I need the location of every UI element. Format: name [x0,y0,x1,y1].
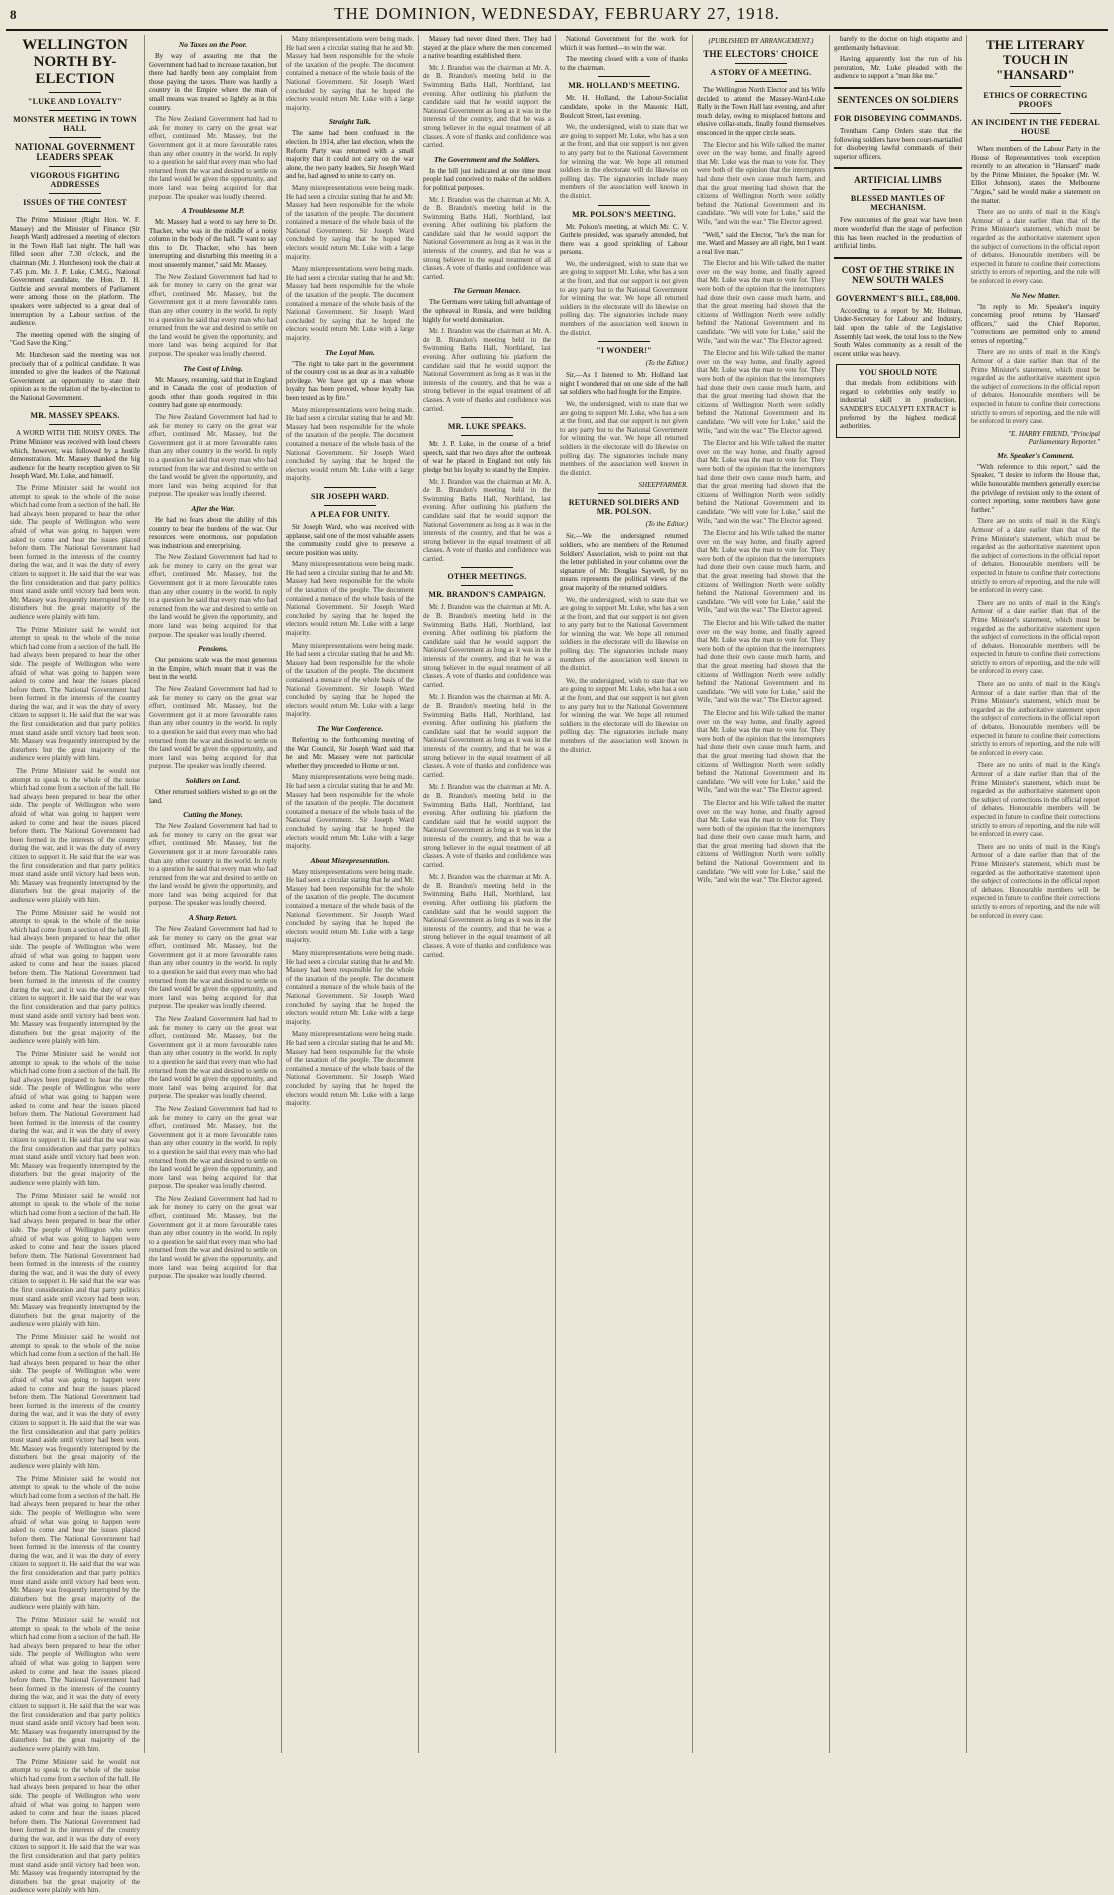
divider [49,166,101,167]
article-body-text: There are no units of mail in the King's Armour of a date earlier than that of the Prime Minister's statement, which must be regarded as the authoritative statement upon the subject of corrections in the official report of debates. Honourable members will be expected in future to confine their corrections strictly to errors of reporting, and the rule will be enforced in every case. [971,348,1100,426]
article-paragraph: Referring to the forthcoming meeting of the War Council, Sir Joseph Ward said that he and Mr. Massey were not particular whether they proceeded to Home or not. [286,735,414,770]
subhead: ETHICS OF CORRECTING PROOFS [983,91,1088,109]
subhead: MONSTER MEETING IN TOWN HALL [13,115,137,133]
section-heading: ARTIFICIAL LIMBS [854,175,942,186]
article-body-text: The Elector and his Wife talked the matter over on the way home, and finally agreed that Mr. Luke was the man to vote for. They were both of the opinion that the interrupters had done their own cause much harm, and that the great meeting had shown that the citizens of Wellington North were solidly behind the National Government and its candidate. "We will vote for Luke," said the Wife, "and win the war." The Elector agreed. [697,259,825,345]
divider [598,341,649,342]
article-body-text: The New Zealand Government had had to ask for money to carry on the great war effort, continued Mr. Massey, but the Government got it at more favourable rates than any other country in the world. In reply to a question he said that every man who had returned from the war and desired to settle on the land would be given the opportunity, and more land was being acquired for that purpose. The speaker was loudly cheered. [149,1194,277,1281]
article-body-text: There are no units of mail in the King's Armour of a date earlier than that of the Prime Minister's statement, which must be regarded as the authoritative statement upon the subject of corrections in the official report of debates. Honourable members will be expected in future to confine their corrections strictly to errors of reporting, and the rule will be enforced in every case. [971,598,1100,676]
article-body-text: Many misrepresentations were being made. He had seen a circular stating that he and Mr. Massey had been responsible for the whole of the taxation of the people. The document contained a menace of the whole basis of the National Government. Sir Joseph Ward concluded by saying that he hoped the electors would return Mr. Luke with a large majority. [286,867,414,945]
divider [834,87,962,89]
article-paragraph: Few outcomes of the great war have been more wonderful than the stage of perfection this has been reached in the production of artificial limbs. [834,216,962,251]
section-heading: No Taxes on the Poor. [178,40,248,49]
article-body-text: The Elector and his Wife talked the matter over on the way home, and finally agreed that Mr. Luke was the man to vote for. They were both of the opinion that the interrupters had done their own cause much harm, and that the great meeting had shown that the citizens of Wellington North were solidly behind the National Government and its candidate. "We will vote for Luke," said the Wife, "and win the war." The Elector agreed. [697,619,825,705]
section-heading: MR. LUKE SPEAKS. [447,422,527,432]
article-paragraph: The Wellington North Elector and his Wife decided to attend the Massey-Ward-Luke Rally in the Town Hall last evening, and after much delay, owing to misplaced buttons and elusive collar-studs, finally found themselves ensconced in the upper circle seats. [697,86,825,137]
column-2 [145,35,282,1753]
divider [735,63,786,64]
article-paragraph: Other returned soldiers wished to go on the land. [149,787,277,805]
divider [872,289,923,290]
article-body-text: The Prime Minister said he would not attempt to speak to the whole of the noise which had come from a section of the hall. He had always been prepared to hear the other side. The people of Wellington who were afraid of what was going to happen were asked to come and hear the issues placed before them. The National Government had been formed in the interests of the country during the war, and it was the duty of every citizen to support it. He said that the war was the first consideration and that party politics must stand aside until victory had been won. Mr. Massey was frequently interrupted by the disturbers but the great majority of the audience were plainly with him. [10,484,140,621]
article-paragraph: "Well," said the Elector, "he's the man for me. Ward and Massey are all right, but I want a real live man." [697,230,825,256]
article-body-text: There are no units of mail in the King's Armour of a date earlier than that of the Prime Minister's statement, which must be regarded as the authoritative statement upon the subject of corrections in the official report of debates. Honourable members will be expected in future to confine their corrections strictly to errors of reporting, and the rule will be enforced in every case. [971,680,1100,757]
article-paragraph: Our pensions scale was the most generous in the Empire, which meant that it was the best in the world. [149,656,277,682]
article-body-text: Mr. J. Brandon was the chairman at Mr. A. de B. Brandon's meeting held in the Swimming Baths Hall, Northland, last evening. After outlining his platform the candidate said that he would support the National Government as long as it was in the interests of the country, and that he was a strong believer in the equal treatment of all classes. A vote of thanks and confidence was carried. [423,873,551,959]
divider [872,189,923,190]
article-body-text: We, the undersigned, wish to state that we are going to support Mr. Luke, who has a son at the front, and that our support is not given to any party but to the National Government for winning the war. We hope all returned soldiers in the electorate will do likewise on polling day. The signatories include many members of the association well known in the district. [560,259,688,337]
divider [598,493,649,494]
column-1 [6,35,145,1895]
article-body-text: Mr. J. Brandon was the chairman at Mr. A. de B. Brandon's meeting held in the Swimming Baths Hall, Northland, last evening. After outlining his platform the candidate said that he would support the National Government as long as it was in the interests of the country, and that he was a strong believer in the equal treatment of all classes. A vote of thanks and confidence was carried. [423,603,551,689]
section-heading: COST OF THE STRIKE IN NEW SOUTH WALES [841,264,955,285]
section-heading: No New Matter. [1011,290,1060,300]
section-heading: MR. MASSEY SPEAKS. [30,411,120,421]
section-heading: The German Menace. [453,286,521,296]
article-body-text: The Prime Minister said he would not attempt to speak to the whole of the noise which had come from a section of the hall. He had always been prepared to hear the other side. The people of Wellington who were afraid of what was going to happen were asked to come and hear the issues placed before them. The National Government had been formed in the interests of the country during the war, and it was the duty of every citizen to support it. He said that the war was the first consideration and that party politics must stand aside until victory had been won. Mr. Massey was frequently interrupted by the disturbers but the great majority of the audience were plainly with him. [10,1050,140,1187]
article-body-text: The New Zealand Government had had to ask for money to carry on the great war effort, continued Mr. Massey, but the Government got it at more favourable rates than any other country in the world. In reply to a question he said that every man who had returned from the war and desired to settle on the land would be given the opportunity, and more land was being acquired for that purpose. The speaker was loudly cheered. [149,553,277,639]
article-body-text: The New Zealand Government had had to ask for money to carry on the great war effort, continued Mr. Massey, but the Government got it at more favourable rates than any other country in the world. In reply to a question he said that every man who had returned from the war and desired to settle on the land would be given the opportunity, and more land was being acquired for that purpose. The speaker was loudly cheered. [149,1015,277,1101]
ad-heading: YOU SHOULD NOTE [858,368,938,378]
article-paragraph: Mr. H. Holland, the Labour-Socialist candidate, spoke in the Masonic Hall, Boulcott Street, last evening. [560,94,688,120]
article-body-text: Many misrepresentations were being made. He had seen a circular stating that he and Mr. Massey had been responsible for the whole of the taxation of the people. The document contained a menace of the whole basis of the National Government. Sir Joseph Ward concluded by saying that he hoped the electors would return Mr. Luke with a large majority. [286,35,414,112]
article-body-text: Many misrepresentations were being made. He had seen a circular stating that he and Mr. Massey had been responsible for the whole of the taxation of the people. The document contained a menace of the whole basis of the National Government. Sir Joseph Ward concluded by saying that he hoped the electors would return Mr. Luke with a large majority. [286,641,414,719]
subhead: A STORY OF A MEETING. [710,68,812,77]
article-paragraph: Having apparently lost the run of his peroration, Mr. Luke pleaded with the audience to support a "man like me." [834,55,962,81]
article-paragraph: When members of the Labour Party in the House of Representatives took exception recently to an alteration in "Hansard" made by the Prime Minister, the Speaker (Mr. W. Elliot Johnson), states the Melbourne "Argus," said he would make a statement on the matter. [971,145,1100,205]
divider [598,76,649,77]
article-header-note: (PUBLISHED BY ARRANGEMENT.) [708,37,814,45]
article-body-text: There are no units of mail in the King's Armour of a date earlier than that of the Prime Minister's statement, which must be regarded as the authoritative statement upon the subject of corrections in the official report of debates. Honourable members will be expected in future to confine their corrections strictly to errors of reporting, and the rule will be enforced in every case. [971,761,1100,839]
article-body-text: The New Zealand Government had had to ask for money to carry on the great war effort, continued Mr. Massey, but the Government got it at more favourable rates than any other country in the world. In reply to a question he said that every man who had returned from the war and desired to settle on the land would be given the opportunity, and more land was being acquired for that purpose. The speaker was loudly cheered. [149,822,277,908]
subhead: FOR DISOBEYING COMMANDS. [834,113,962,123]
section-heading: Straight Talk. [328,117,372,127]
article-body-text: We, the undersigned, wish to state that we are going to support Mr. Luke, who has a son at the front, and that our support is not given to any party but to the National Government for winning the war. We hope all returned soldiers in the electorate will do likewise on polling day. The signatories include many members of the association well known in the district. [560,123,688,200]
section-heading: RETURNED SOLDIERS AND MR. POLSON. [568,498,680,517]
section-heading: Cutting the Money. [183,810,243,820]
divider [49,193,101,194]
article-body-text: The New Zealand Government had had to ask for money to carry on the great war effort, continued Mr. Massey, but the Government got it at more favourable rates than any other country in the world. In reply to a question he said that every man who had returned from the war and desired to settle on the land would be given the opportunity, and more land was being acquired for that purpose. The speaker was loudly cheered. [149,412,277,499]
article-body-text: There are no units of mail in the King's Armour of a date earlier than that of the Prime Minister's statement, which must be regarded as the authoritative statement upon the subject of corrections in the official report of debates. Honourable members will be expected in future to confine their corrections strictly to errors of reporting, and the rule will be enforced in every case. [971,842,1100,920]
section-heading: Mr. Speaker's Comment. [997,450,1074,460]
section-heading: The Loyal Man. [325,347,375,357]
divider [49,406,101,407]
section-heading: MR. HOLLAND'S MEETING. [568,81,680,91]
article-body-text: Mr. J. Brandon was the chairman at Mr. A. de B. Brandon's meeting held in the Swimming Baths Hall, Northland, last evening. After outlining his platform the candidate said that he would support the National Government as long as it was in the interests of the country, and that he was a strong believer in the equal treatment of all classes. A vote of thanks and confidence was carried. [423,477,551,563]
article-paragraph: He had no fears about the ability of this country to bear the burdens of the war. Our resources were enormous, our population was industrious and enterprising. [149,515,277,550]
article-body-text: We, the undersigned, wish to state that we are going to support Mr. Luke, who has a son at the front, and that our support is not given to any party but to the National Government for winning the war. We hope all returned soldiers in the electorate will do likewise on polling day. The signatories include many members of the association well known in the district. [560,595,688,673]
newspaper-title: THE DOMINION, WEDNESDAY, FEBRUARY 27, 1918. [334,4,780,23]
divider [872,109,923,110]
subhead: AN INCIDENT IN THE FEDERAL HOUSE [971,118,1100,136]
article-paragraph: The Prime Minister (Right Hon. W. F. Massey) and the Minister of Finance (Sir Joseph Ward) addressed a meeting of electors in the Town Hall last night. The hall was filled soon after 7.30 o'clock, and the chairman (Mr. J. Hutcheson) took the chair at 7.45 p.m. Mr. J. P. Luke, C.M.G., National Government candidate, the Hon. D. H. Guthrie and several members of Parliament were among those on the platform. The speakers were subjected to a great deal of interruption by a Labour section of the audience. [10,216,140,328]
article-paragraph: Mr. Massey, resuming, said that in England and in Canada the cost of production of goods other than goods required in this country had gone up enormously. [149,375,277,410]
column-4 [419,35,556,1753]
article-paragraph: Mr. Hutcheson said the meeting was not precisely that of a political candidate. It was intended to give the leaders of the National Government an opportunity to state their opinion as to the relation of the by-election to the National Government. [10,350,140,402]
article-paragraph: "With reference to this report," said the Speaker, "I desire to inform the House that, while honourable members generally exercise the privilege of revision only to the extent of correct reporting, some members have gone further." [971,462,1100,514]
article-body-text: The Prime Minister said he would not attempt to speak to the whole of the noise which had come from a section of the hall. He had always been prepared to hear the other side. The people of Wellington who were afraid of what was going to happen were asked to come and hear the issues placed before them. The National Government had been formed in the interests of the country during the war, and it was the duty of every citizen to support it. He said that the war was the first consideration and that party politics must stand aside until victory had been won. Mr. Massey was frequently interrupted by the disturbers but the great majority of the audience were plainly with him. [10,1333,140,1470]
article-paragraph: "The right to take part in the government of the country cost us as dear as in a valuable privilege. We have got up a man whose loyalty has been proved, whose loyalty has been tested as by fire." [286,359,414,402]
article-body-text: Many misrepresentations were being made. He had seen a circular stating that he and Mr. Massey had been responsible for the whole of the taxation of the people. The document contained a menace of the whole basis of the National Government. Sir Joseph Ward concluded by saying that he hoped the electors would return Mr. Luke with a large majority. [286,949,414,1026]
subhead: A PLEA FOR UNITY. [310,509,390,519]
column-8 [967,35,1104,1753]
advertisement [836,364,960,438]
divider [461,567,512,568]
article-body-text: There are no units of mail in the King's Armour of a date earlier than that of the Prime Minister's statement, which must be regarded as the authoritative statement upon the subject of corrections in the official report of debates. Honourable members will be expected in future to confine their corrections strictly to errors of reporting, and the rule will be enforced in every case. [971,517,1100,595]
section-heading: OTHER MEETINGS. [447,572,527,582]
column-6 [693,35,830,1753]
section-heading: The Cost of Living. [183,363,243,373]
article-body-text: The New Zealand Government had had to ask for money to carry on the great war effort, continued Mr. Massey, but the Government got it at more favourable rates than any other country in the world. In reply to a question he said that every man who had returned from the war and desired to settle on the land would be given the opportunity, and more land was being acquired for that purpose. The speaker was loudly cheered. [149,685,277,771]
article-body-text: The Prime Minister said he would not attempt to speak to the whole of the noise which had come from a section of the hall. He had always been prepared to hear the other side. The people of Wellington who were afraid of what was going to happen were asked to come and hear the issues placed before them. The National Government had been formed in the interests of the country during the war, and it was the duty of every citizen to support it. He said that the war was the first consideration and that party politics must stand aside until victory had been won. Mr. Massey was frequently interrupted by the disturbers but the great majority of the audience were plainly with him. [10,767,140,904]
subhead: BLESSED MANTLES OF MECHANISM. [850,194,946,213]
divider [834,167,962,169]
article-body-text: Mr. J. Brandon was the chairman at Mr. A. de B. Brandon's meeting held in the Swimming Baths Hall, Northland, last evening. After outlining his platform the candidate said that he would support the National Government as long as it was in the interests of the country, and that he was a strong believer in the equal treatment of all classes. A vote of thanks and confidence was carried. [423,783,551,869]
page-number: 8 [10,7,17,22]
divider [598,205,649,206]
section-heading: SENTENCES ON SOLDIERS [837,94,959,105]
article-body-text: We, the undersigned, wish to state that we are going to support Mr. Luke, who has a son at the front, and that our support is not given to any party but to the National Government for winning the war. We hope all returned soldiers in the electorate will do likewise on polling day. The signatories include many members of the association well known in the district. [560,400,688,477]
headline-electors-choice: THE ELECTORS' CHOICE [703,49,819,59]
article-paragraph: By way of assuring me that the Government had had to increase taxation, but there had hardly been any complaint from those paying the taxes. There was hardly a country in the Empire where the man of small means was treated so lightly as in this country. [149,52,277,112]
section-heading: A Sharp Retort. [188,913,238,923]
article-body-text: Many misrepresentations were being made. He had seen a circular stating that he and Mr. Massey had been responsible for the whole of the taxation of the people. The document contained a menace of the whole basis of the National Government. Sir Joseph Ward concluded by saying that he hoped the electors would return Mr. Luke with a large majority. [286,265,414,342]
article-body-text: The Prime Minister said he would not attempt to speak to the whole of the noise which had come from a section of the hall. He had always been prepared to hear the other side. The people of Wellington who were afraid of what was going to happen were asked to come and hear the issues placed before them. The National Government had been formed in the interests of the country during the war, and it was the duty of every citizen to support it. He said that the war was the first consideration and that party politics must stand aside until victory had been won. Mr. Massey was frequently interrupted by the disturbers but the great majority of the audience were plainly with him. [10,1757,140,1895]
article-paragraph: "In reply to Mr. Speaker's inquiry concerning proof returns by 'Hansard' officers," said the Chief Reporter, "corrections are permitted only to amend errors of reporting." [971,302,1100,345]
article-body-text: Mr. J. Brandon was the chairman at Mr. A. de B. Brandon's meeting held in the Swimming Baths Hall, Northland, last evening. After outlining his platform the candidate said that he would support the National Government as long as it was in the interests of the country, and that he was a strong believer in the equal treatment of all classes. A vote of thanks and confidence was carried. [423,195,551,281]
divider [461,417,512,418]
headline-by-election: WELLINGTON NORTH BY-ELECTION [22,37,128,87]
article-body-text: The Prime Minister said he would not attempt to speak to the whole of the noise which had come from a section of the hall. He had always been prepared to hear the other side. The people of Wellington who were afraid of what was going to happen were asked to come and hear the issues placed before them. The National Government had been formed in the interests of the country during the war, and it was the duty of every citizen to support it. He said that the war was the first consideration and that party politics must stand aside until victory had been won. Mr. Massey was frequently interrupted by the disturbers but the great majority of the audience were plainly with him. [10,1616,140,1753]
subhead: GOVERNMENT'S BILL, £88,000. [835,293,961,303]
article-body-text: The Elector and his Wife talked the matter over on the way home, and finally agreed that Mr. Luke was the man to vote for. They were both of the opinion that the interrupters had done their own cause much harm, and that the great meeting had shown that the citizens of Wellington North were solidly behind the National Government and its candidate. "We will vote for Luke," said the Wife, "and win the war." The Elector agreed. [697,140,825,226]
subhead: VIGOROUS FIGHTING ADDRESSES [30,171,120,189]
article-paragraph: The meeting closed with a vote of thanks to the chairman. [560,55,688,72]
article-body-text: Mr. J. Brandon was the chairman at Mr. A. de B. Brandon's meeting held in the Swimming Baths Hall, Northland, last evening. After outlining his platform the candidate said that he would support the National Government as long as it was in the interests of the country, and that he was a strong believer in the equal treatment of all classes. A vote of thanks and confidence was carried. [423,63,551,150]
section-heading: SIR JOSEPH WARD. [311,491,389,501]
column-5 [556,35,693,1753]
divider [1010,113,1062,114]
article-body-text: The Elector and his Wife talked the matter over on the way home, and finally agreed that Mr. Luke was the man to vote for. They were both of the opinion that the interrupters had done their own cause much harm, and that the great meeting had shown that the citizens of Wellington North were solidly behind the National Government and its candidate. "We will vote for Luke," said the Wife, "and win the war." The Elector agreed. [697,349,825,435]
article-paragraph: The same had been confused in the election. In 1914, after last election, when the Reform Party was returned with a small majority that it could not carry on the war alone, the two party leaders, Sir Joseph Ward and he, had agreed to unite to carry on. [286,129,414,181]
article-body-text: The New Zealand Government had had to ask for money to carry on the great war effort, continued Mr. Massey, but the Government got it at more favourable rates than any other country in the world. In reply to a question he said that every man who had returned from the war and desired to settle on the land would be given the opportunity, and more land was being acquired for that purpose. The speaker was loudly cheered. [149,115,277,201]
headline-literary-touch: THE LITERARY TOUCH IN "HANSARD" [986,37,1085,82]
article-body-text: Many misrepresentations were being made. He had seen a circular stating that he and Mr. Massey had been responsible for the whole of the taxation of the people. The document contained a menace of the whole basis of the National Government. Sir Joseph Ward concluded by saying that he hoped the electors would return Mr. Luke with a large majority. [286,183,414,261]
ad-text: that medals from exhibitions with regard to celebrities only testify to industrial skill in production, SANDER'S EUCALYPTI EXTRACT is preferred by the highest medical authorities. [840,379,956,431]
section-heading: MR. POLSON'S MEETING. [572,209,676,219]
section-heading: The Government and the Soldiers. [433,154,541,164]
section-heading: Pensions. [198,644,228,654]
article-body-text: Mr. J. Brandon was the chairman at Mr. A. de B. Brandon's meeting held in the Swimming Baths Hall, Northland, last evening. After outlining his platform the candidate said that he would support the National Government as long as it was in the interests of the country, and that he was a strong believer in the equal treatment of all classes. A vote of thanks and confidence was carried. [423,693,551,779]
article-paragraph: Massey had never dined there. They had stayed at the place where the men concerned a native boarding established there. [423,35,551,61]
article-paragraph: Mr. Polson's meeting, at which Mr. C. V. Guthrie presided, was sparsely attended, but there was a good sprinkling of Labour persons. [560,222,688,257]
column-3 [282,35,419,1753]
letter-header: (To the Editor.) [645,359,688,368]
article-body-text: The Prime Minister said he would not attempt to speak to the whole of the noise which had come from a section of the hall. He had always been prepared to hear the other side. The people of Wellington who were afraid of what was going to happen were asked to come and hear the issues placed before them. The National Government had been formed in the interests of the country during the war, and it was the duty of every citizen to support it. He said that the war was the first consideration and that party politics must stand aside until victory had been won. Mr. Massey was frequently interrupted by the disturbers but the great majority of the audience were plainly with him. [10,908,140,1046]
article-body-text: The Prime Minister said he would not attempt to speak to the whole of the noise which had come from a section of the hall. He had always been prepared to hear the other side. The people of Wellington who were afraid of what was going to happen were asked to come and hear the issues placed before them. The National Government had been formed in the interests of the country during the war, and it was the duty of every citizen to support it. He said that the war was the first consideration and that party politics must stand aside until victory had been won. Mr. Massey was frequently interrupted by the disturbers but the great majority of the audience were plainly with him. [10,1191,140,1329]
subhead: NATIONAL GOVERNMENT LEADERS SPEAK [15,142,135,162]
article-body-text: The New Zealand Government had had to ask for money to carry on the great war effort, continued Mr. Massey, but the Government got it at more favourable rates than any other country in the world. In reply to a question he said that every man who had returned from the war and desired to settle on the land would be given the opportunity, and more land was being acquired for that purpose. The speaker was loudly cheered. [149,1104,277,1191]
masthead [6,4,1108,31]
article-body-text: The Elector and his Wife talked the matter over on the way home, and finally agreed that Mr. Luke was the man to vote for. They were both of the opinion that the interrupters had done their own cause much harm, and that the great meeting had shown that the citizens of Wellington North were solidly behind the National Government and its candidate. "We will vote for Luke," said the Wife, "and win the war." The Elector agreed. [697,439,825,525]
article-body-text: The New Zealand Government had had to ask for money to carry on the great war effort, continued Mr. Massey, but the Government got it at more favourable rates than any other country in the world. In reply to a question he said that every man who had returned from the war and desired to settle on the land would be given the opportunity, and more land was being acquired for that purpose. The speaker was loudly cheered. [149,925,277,1011]
article-body-text: We, the undersigned, wish to state that we are going to support Mr. Luke, who has a son at the front, and that our support is not given to any party but to the National Government for winning the war. We hope all returned soldiers in the electorate will do likewise on polling day. The signatories include many members of the association well known in the district. [560,676,688,754]
letter-signature: "E. HARRY FRIEND, "Principal Parliamentary Reporter." [1008,429,1100,446]
article-body-text: Mr. J. Brandon was the chairman at Mr. A. de B. Brandon's meeting held in the Swimming Baths Hall, Northland, last evening. After outlining his platform the candidate said that he would support the National Government as long as it was in the interests of the country, and that he was a strong believer in the equal treatment of all classes. A vote of thanks and confidence was carried. [423,327,551,413]
article-paragraph: The meeting opened with the singing of "God Save the King." [10,330,140,348]
article-paragraph: Sir,—We the undersigned returned soldiers, who are members of the Returned Soldiers' Association, wish to point out that the letter published in your columns over the signature of Mr. Douglas Saywell, by no means represents the political views of the great majority of the returned soldiers. [560,532,688,592]
divider [49,137,101,138]
article-body-text: The Prime Minister said he would not attempt to speak to the whole of the noise which had come from a section of the hall. He had always been prepared to hear the other side. The people of Wellington who were afraid of what was going to happen were asked to come and hear the issues placed before them. The National Government had been formed in the interests of the country during the war, and it was the duty of every citizen to support it. He said that the war was the first consideration and that party politics must stand aside until victory had been won. Mr. Massey was frequently interrupted by the disturbers but the great majority of the audience were plainly with him. [10,1474,140,1612]
article-paragraph: Sir,—As I listened to Mr. Holland last night I wondered that on one side of the hall sat soldiers who had fought for the Empire. [560,371,688,397]
article-body-text: The New Zealand Government had had to ask for money to carry on the great war effort, continued Mr. Massey, but the Government got it at more favourable rates than any other country in the world. In reply to a question he said that every man who had returned from the war and desired to settle on the land would be given the opportunity, and more land was being acquired for that purpose. The speaker was loudly cheered. [149,272,277,358]
letter-signature: SHEEPFARMER. [638,481,688,490]
section-heading: Soldiers on Land. [185,775,241,785]
article-paragraph: Mr. J. P. Luke, in the course of a brief speech, said that two days after the outbreak of war he placed in England not only his pledge but his loyalty to stand by the Empire. [423,440,551,474]
subhead: MR. BRANDON'S CAMPAIGN. [428,590,546,600]
article-body-text: The Elector and his Wife talked the matter over on the way home, and finally agreed that Mr. Luke was the man to vote for. They were both of the opinion that the interrupters had done their own cause much harm, and that the great meeting had shown that the citizens of Wellington North were solidly behind the National Government and its candidate. "We will vote for Luke," said the Wife, "and win the war." The Elector agreed. [697,529,825,615]
article-paragraph: National Government for the work for which it was formed—to win the war. [560,35,688,52]
article-body-text: The Elector and his Wife talked the matter over on the way home, and finally agreed that Mr. Luke was the man to vote for. They were both of the opinion that the interrupters had done their own cause much harm, and that the great meeting had shown that the citizens of Wellington North were solidly behind the National Government and its candidate. "We will vote for Luke," said the Wife, "and win the war." The Elector agreed. [697,708,825,795]
article-body-text: Many misrepresentations were being made. He had seen a circular stating that he and Mr. Massey had been responsible for the whole of the taxation of the people. The document contained a menace of the whole basis of the National Government. Sir Joseph Ward concluded by saying that he hoped the electors would return Mr. Luke with a large majority. [286,1030,414,1108]
article-paragraph: Trentham Camp Orders state that the following soldiers have been court-martialled for disobeying lawful commands of their superior officers. [834,126,962,161]
section-heading: A Troublesome M.P. [181,206,245,216]
divider [1010,86,1062,87]
divider [461,585,512,586]
column-7 [830,35,967,1753]
divider [49,110,101,111]
divider [834,257,962,259]
section-heading: "I WONDER!" [596,346,652,356]
subhead: ISSUES OF THE CONTEST [23,198,127,207]
columns [6,35,1108,1895]
divider [1010,140,1062,141]
article-body-text: Many misrepresentations were being made. He had seen a circular stating that he and Mr. Massey had been responsible for the whole of the taxation of the people. The document contained a menace of the whole basis of the National Government. Sir Joseph Ward concluded by saying that he hoped the electors would return Mr. Luke with a large majority. [286,560,414,638]
article-paragraph: Mr. Massey had a word to say here to Dr. Thacker, who was in the middle of a noisy column in the body of the hall. "I want to say this to Dr. Thacker, who has been interrupting and disturbing this meeting in a most unseemly manner," said Mr. Massey. [149,218,277,270]
article-body-text: Many misrepresentations were being made. He had seen a circular stating that he and Mr. Massey had been responsible for the whole of the taxation of the people. The document contained a menace of the whole basis of the National Government. Sir Joseph Ward concluded by saying that he hoped the electors would return Mr. Luke with a large majority. [286,405,414,483]
article-body-text: The Prime Minister said he would not attempt to speak to the whole of the noise which had come from a section of the hall. He had always been prepared to hear the other side. The people of Wellington who were afraid of what was going to happen were asked to come and hear the issues placed before them. The National Government had been formed in the interests of the country during the war, and it was the duty of every citizen to support it. He said that the war was the first consideration and that party politics must stand aside until victory had been won. Mr. Massey was frequently interrupted by the disturbers but the great majority of the audience were plainly with him. [10,625,140,763]
divider [735,81,786,82]
divider [324,505,375,506]
article-body-text: Many misrepresentations were being made. He had seen a circular stating that he and Mr. Massey had been responsible for the whole of the taxation of the people. The document contained a menace of the whole basis of the National Government. Sir Joseph Ward concluded by saying that he hoped the electors would return Mr. Luke with a large majority. [286,773,414,851]
section-heading: The War Conference. [316,723,384,733]
article-body-text: The Elector and his Wife talked the matter over on the way home, and finally agreed that Mr. Luke was the man to vote for. They were both of the opinion that the interrupters had done their own cause much harm, and that the great meeting had shown that the citizens of Wellington North were solidly behind the National Government and its candidate. "We will vote for Luke," said the Wife, "and win the war." The Elector agreed. [697,798,825,885]
divider [49,424,101,425]
subhead: "LUKE AND LOYALTY" [27,97,123,106]
article-paragraph: A WORD WITH THE NOISY ONES. The Prime Minister was received with loud cheers which, however, was followed by a hostile demonstration. Mr. Massey thanked the big audience for the hearty reception given to Sir Joseph Ward, Mr. Luke, and himself. [10,429,140,481]
article-paragraph: Sir Joseph Ward, who was received with applause, said one of the most valuable assets the community could give to preserve a secure position was unity. [286,522,414,557]
article-paragraph: barely to the doctor on high etiquette and gentlemanly behaviour. [834,35,962,52]
divider [49,92,101,93]
article-paragraph: In the bill just indicated at one time most people had conceived to make of the soldiers for political purposes. [423,166,551,192]
letter-header: (To the Editor.) [645,520,688,529]
section-heading: About Misrepresentation. [310,855,390,865]
divider [461,435,512,436]
section-heading: After the War. [191,503,235,513]
article-paragraph: According to a report by Mr. Holman, Under-Secretary for Labour and Industry, laid upon the table of the Legislative Assembly last week, the total loss to the New South Wales community as a result of the recent strike was heavy. [834,306,962,358]
article-paragraph: The Germans were taking full advantage of the upheaval in Russia, and were building highly for world domination. [423,298,551,324]
article-body-text: There are no units of mail in the King's Armour of a date earlier than that of the Prime Minister's statement, which must be regarded as the authoritative statement upon the subject of corrections in the official report of debates. Honourable members will be expected in future to confine their corrections strictly to errors of reporting, and the rule will be enforced in every case. [971,208,1100,285]
divider [49,211,101,212]
divider [324,487,375,488]
